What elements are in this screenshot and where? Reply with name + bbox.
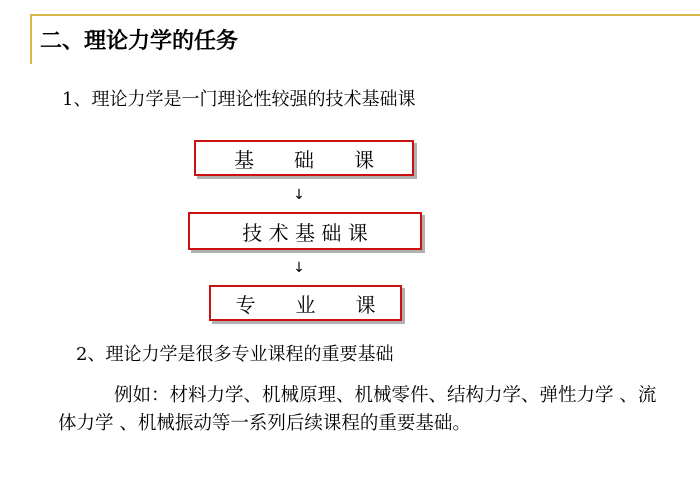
title-top-rule xyxy=(30,14,700,16)
slide-title: 二、理论力学的任务 xyxy=(40,29,239,54)
flow-box-basic-course: 基 础 课 xyxy=(194,140,414,176)
flow-box-specialized-course: 专 业 课 xyxy=(209,285,402,321)
flow-down-arrow-icon: ↓ xyxy=(293,260,305,276)
example-paragraph: 例如：材料力学、机械原理、机械零件、结构力学、弹性力学 、流体力学 、机械振动等一系列后续课程的重要基础。 xyxy=(58,385,657,434)
point-2-text: 2、理论力学是很多专业课程的重要基础 xyxy=(76,344,394,365)
flow-box-technical-basic-course: 技 术 基 础 课 xyxy=(188,212,422,250)
flow-down-arrow-icon: ↓ xyxy=(293,187,305,203)
point-1-text: 1、理论力学是一门理论性较强的技术基础课 xyxy=(62,89,416,110)
title-left-rule xyxy=(30,14,32,64)
